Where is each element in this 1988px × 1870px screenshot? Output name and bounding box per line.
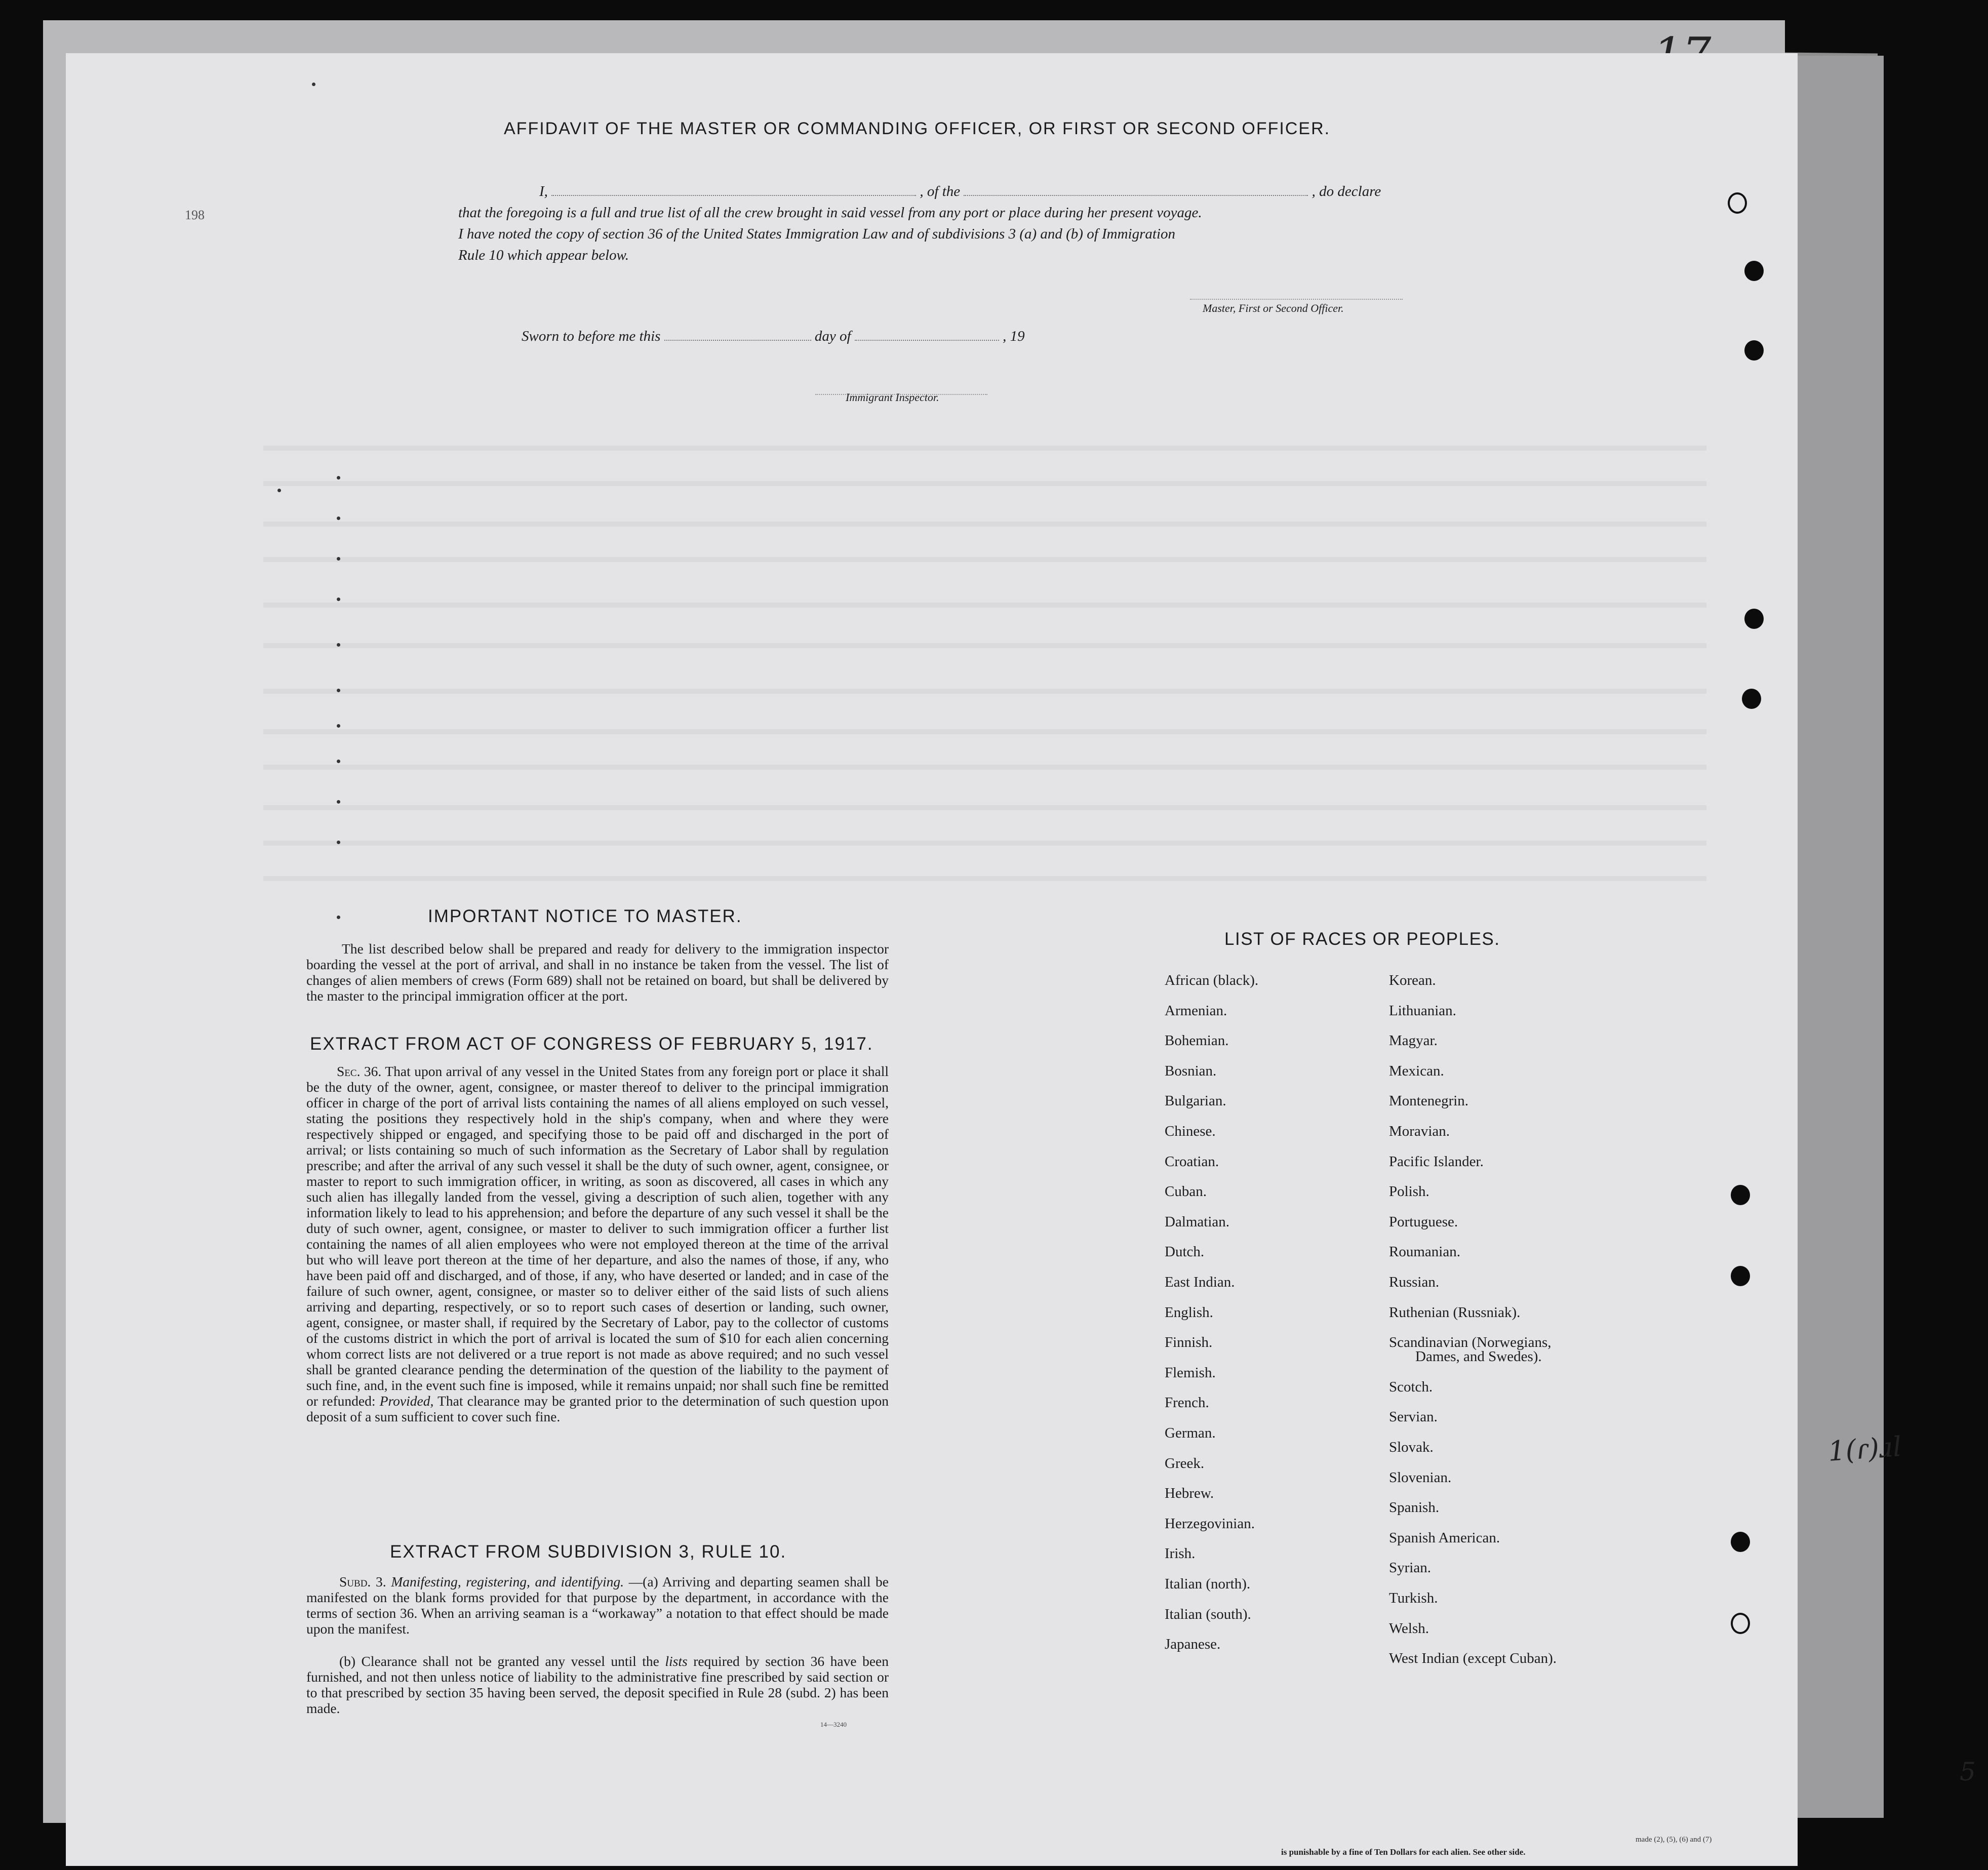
bleed-row [263,876,1706,881]
margin-dot [337,760,340,763]
race-item: French. [1165,1395,1209,1411]
affidavit-line-3: I have noted the copy of section 36 of the United States Immigration Law and of subdivisions 3 (a) and (b) of Immigration [458,226,1176,242]
officer-name-blank [551,195,916,196]
race-item: Cuban. [1165,1183,1207,1200]
margin-dot [337,841,340,844]
race-item: Finnish. [1165,1334,1213,1351]
section-body: That upon arrival of any vessel in the United States from any foreign port or place it shall be the duty of the owner, agent, consignee, or master thereof to deliver to the principal immigration officer in charge of the port of arrival lists containing the names of all aliens employed on such vessel, stating the positions they respectively hold in the ship's company, when and where they were respectively shipped or engaged, and specifying those to be paid off and discharged in the port of arrival; or lists containing so much of such information as the Secretary of Labor shall by regulation prescribe; and after the arrival of any such vessel it shall be the duty of such owner, agent, consignee, or master to report to such immigration officer, in writing, as soon as discovered, all cases in which any such alien has illegally landed from the vessel, giving a description of such alien, together with any information likely to lead to his apprehension; and before the departure of any such vessel it shall be the duty of such owner, agent, consignee, or master to deliver to such immigration officer a further list containing the names of all alien employees who were not employed thereon at the time of the arrival but who will leave port thereon at the time of her departure, and also the names of those, if any, who have been paid off and discharged, and of those, if any, who have deserted or landed; and in case of the failure of such owner, agent, consignee, or master so to deliver either of the said lists of such aliens arriving and departing, respectively, or so to report such cases of desertion or landing, such owner, agent, consignee, or master shall, if required by the Secretary of Labor, pay to the collector of customs of the customs district in which the port of arrival is located the sum of $10 for each alien concerning whom correct lists are not delivered or a true report is not made as above required; and no such vessel shall be granted clearance pending the determination of the question of the liability to the payment of such fine, and, in the event such fine is imposed, while it remains unpaid; nor shall such fine be remitted or refunded: [306,1063,889,1409]
race-item: German. [1165,1425,1216,1441]
corner-handwriting: 5 [1960,1757,1976,1786]
punch-hole [1744,609,1764,629]
extract-act-title: EXTRACT FROM ACT OF CONGRESS OF FEBRUARY 5, 1917. [310,1034,873,1054]
race-item: Italian (north). [1165,1576,1251,1592]
bleed-row [263,841,1706,846]
punch-hole [1731,1532,1750,1552]
extract-rule-title: EXTRACT FROM SUBDIVISION 3, RULE 10. [390,1542,787,1562]
subd-label: Subd. 3. [339,1574,386,1589]
bleed-row [263,689,1706,694]
race-item: Lithuanian. [1389,1002,1456,1019]
punch-hole [1731,1613,1750,1634]
races-title: LIST OF RACES OR PEOPLES. [1224,929,1500,949]
margin-dot [337,598,340,601]
footer-see-other: See other side. [1473,1847,1526,1857]
extract-act-text [306,1063,889,1424]
bleed-row [263,729,1706,734]
race-item: East Indian. [1165,1274,1235,1290]
section-body-end: That clearance may be granted prior to the determination of such question upon deposit of a sum sufficient to cover such fine. [306,1393,889,1424]
race-item: Moravian. [1389,1123,1450,1139]
rule-paragraph-b [306,1653,889,1716]
margin-dot [337,476,340,480]
master-signature-caption: Master, First or Second Officer. [1203,302,1344,314]
race-item: Syrian. [1389,1560,1431,1576]
footer-line: is punishable by a fine of Ten Dollars for each alien. [1281,1847,1471,1857]
margin-dot [312,83,315,86]
margin-dot [337,916,340,919]
punch-hole [1731,1185,1750,1205]
race-item: Pacific Islander. [1389,1153,1484,1170]
race-item: Herzegovinian. [1165,1515,1255,1532]
race-item: Slovenian. [1389,1469,1452,1486]
rule-paragraph-a [306,1574,889,1637]
affidavit-line-2: that the foregoing is a full and true list of all the crew brought in said vessel from any port or place during her present voyage. [458,205,1202,221]
sworn-text: Sworn to before me this [522,328,661,344]
bleed-row [263,481,1706,486]
race-item: Magyar. [1389,1032,1438,1049]
bleed-row [263,765,1706,770]
race-item: Japanese. [1165,1636,1221,1653]
race-item: Russian. [1389,1274,1440,1290]
race-item: Dalmatian. [1165,1213,1230,1230]
race-item: Chinese. [1165,1123,1216,1139]
race-item: Korean. [1389,972,1436,988]
subd-text-b-1: (b) Clearance shall not be granted any vessel until the [339,1653,659,1669]
race-item: Irish. [1165,1545,1196,1562]
punch-hole [1744,261,1764,281]
race-item: Roumanian. [1389,1244,1460,1260]
bleed-row [263,557,1706,562]
sworn-month-blank [855,340,999,341]
affidavit-line-4: Rule 10 which appear below. [458,247,629,263]
punch-hole [1728,192,1747,214]
race-item: Bohemian. [1165,1032,1229,1049]
subd-text-b-2: required by section 36 have been furnished, and not then unless notice of liability to the administrative fine prescribed by said section or to that prescribed by section 35 having been served, the deposit specified in Rule 28 (subd. 2) has been made. [306,1653,889,1716]
margin-dot [337,689,340,692]
punch-hole [1742,689,1761,709]
race-item: Montenegrin. [1389,1093,1469,1109]
race-item: Slovak. [1389,1439,1434,1455]
race-item: Polish. [1389,1183,1429,1200]
race-item: Spanish American. [1389,1529,1500,1546]
margin-number: 198 [185,208,205,222]
race-item: Flemish. [1165,1364,1216,1381]
race-item: Ruthenian (Russniak). [1389,1304,1521,1321]
affidavit-title: AFFIDAVIT OF THE MASTER OR COMMANDING OFFICER, OR FIRST OR SECOND OFFICER. [504,119,1331,138]
margin-dot [277,489,281,492]
punch-hole [1744,340,1764,361]
year-text: , 19 [1003,328,1025,344]
margin-dot [337,724,340,728]
subd-text-b-lists: lists [665,1653,688,1669]
punch-hole [1731,1266,1750,1286]
race-item: Servian. [1389,1409,1438,1425]
margin-dot [337,516,340,520]
subd-text-a: —(a) Arriving and departing seamen shall be manifested on the blank forms provided for that purpose by the department, in accordance with the terms of section 36. When an arriving seaman is a “workaway” a notation to that effect should be made upon the manifest. [306,1574,889,1637]
notice-title: IMPORTANT NOTICE TO MASTER. [428,906,742,926]
sworn-line [522,328,1025,345]
footer-fine-text [1281,1847,1526,1857]
race-item: Bulgarian. [1165,1093,1226,1109]
sworn-day-blank [664,340,811,341]
affidavit-line-1 [458,183,1381,200]
race-item: Dutch. [1165,1244,1205,1260]
inspector-caption: Immigrant Inspector. [846,391,939,404]
race-item: Italian (south). [1165,1606,1251,1622]
race-item: Armenian. [1165,1002,1227,1019]
margin-handwriting: 1(ɾ)ɹl [1826,1430,1903,1467]
bleed-row [263,446,1706,451]
affidavit-declare: , do declare [1311,183,1381,200]
bleed-row [263,603,1706,608]
race-item: Dames, and Swedes). [1415,1348,1542,1365]
race-item: Turkish. [1389,1590,1438,1606]
race-item: Portuguese. [1389,1213,1458,1230]
margin-dot [337,643,340,647]
margin-dot [337,557,340,561]
race-item: English. [1165,1304,1213,1321]
race-item: Spanish. [1389,1499,1440,1516]
race-item: Greek. [1165,1455,1205,1471]
affidavit-of-the: , of the [920,183,961,200]
section-number: Sec. 36. [337,1063,382,1079]
race-item: Mexican. [1389,1062,1444,1079]
margin-dot [337,800,340,804]
race-item: Croatian. [1165,1153,1219,1170]
form-code: 14—3240 [820,1721,847,1728]
footer-corner-note: made (2), (5), (6) and (7) [1636,1836,1712,1844]
race-item: Bosnian. [1165,1062,1217,1079]
subd-heading: Manifesting, registering, and identifying. [391,1574,624,1589]
race-item: Hebrew. [1165,1485,1214,1502]
bleed-row [263,805,1706,810]
affidavit-i: I, [539,183,548,200]
race-item: Welsh. [1389,1620,1429,1637]
master-signature-line [1190,299,1403,300]
bleed-row [263,522,1706,527]
race-item: West Indian (except Cuban). [1389,1650,1557,1667]
notice-text: The list described below shall be prepared and ready for delivery to the immigration inspector boarding the vessel at the port of arrival, and shall in no instance be taken from the vessel. The list of changes of alien members of crews (Form 689) shall not be retained on board, but shall be delivered by the master to the principal immigration officer at the port. [306,941,889,1004]
bleed-row [263,643,1706,648]
vessel-name-blank [964,195,1308,196]
race-item: Scotch. [1389,1378,1433,1395]
day-of-text: day of [814,328,851,344]
provided-word: Provided, [379,1393,434,1409]
race-item: African (black). [1165,972,1259,988]
race-item: Scandinavian (Norwegians, [1389,1334,1552,1351]
